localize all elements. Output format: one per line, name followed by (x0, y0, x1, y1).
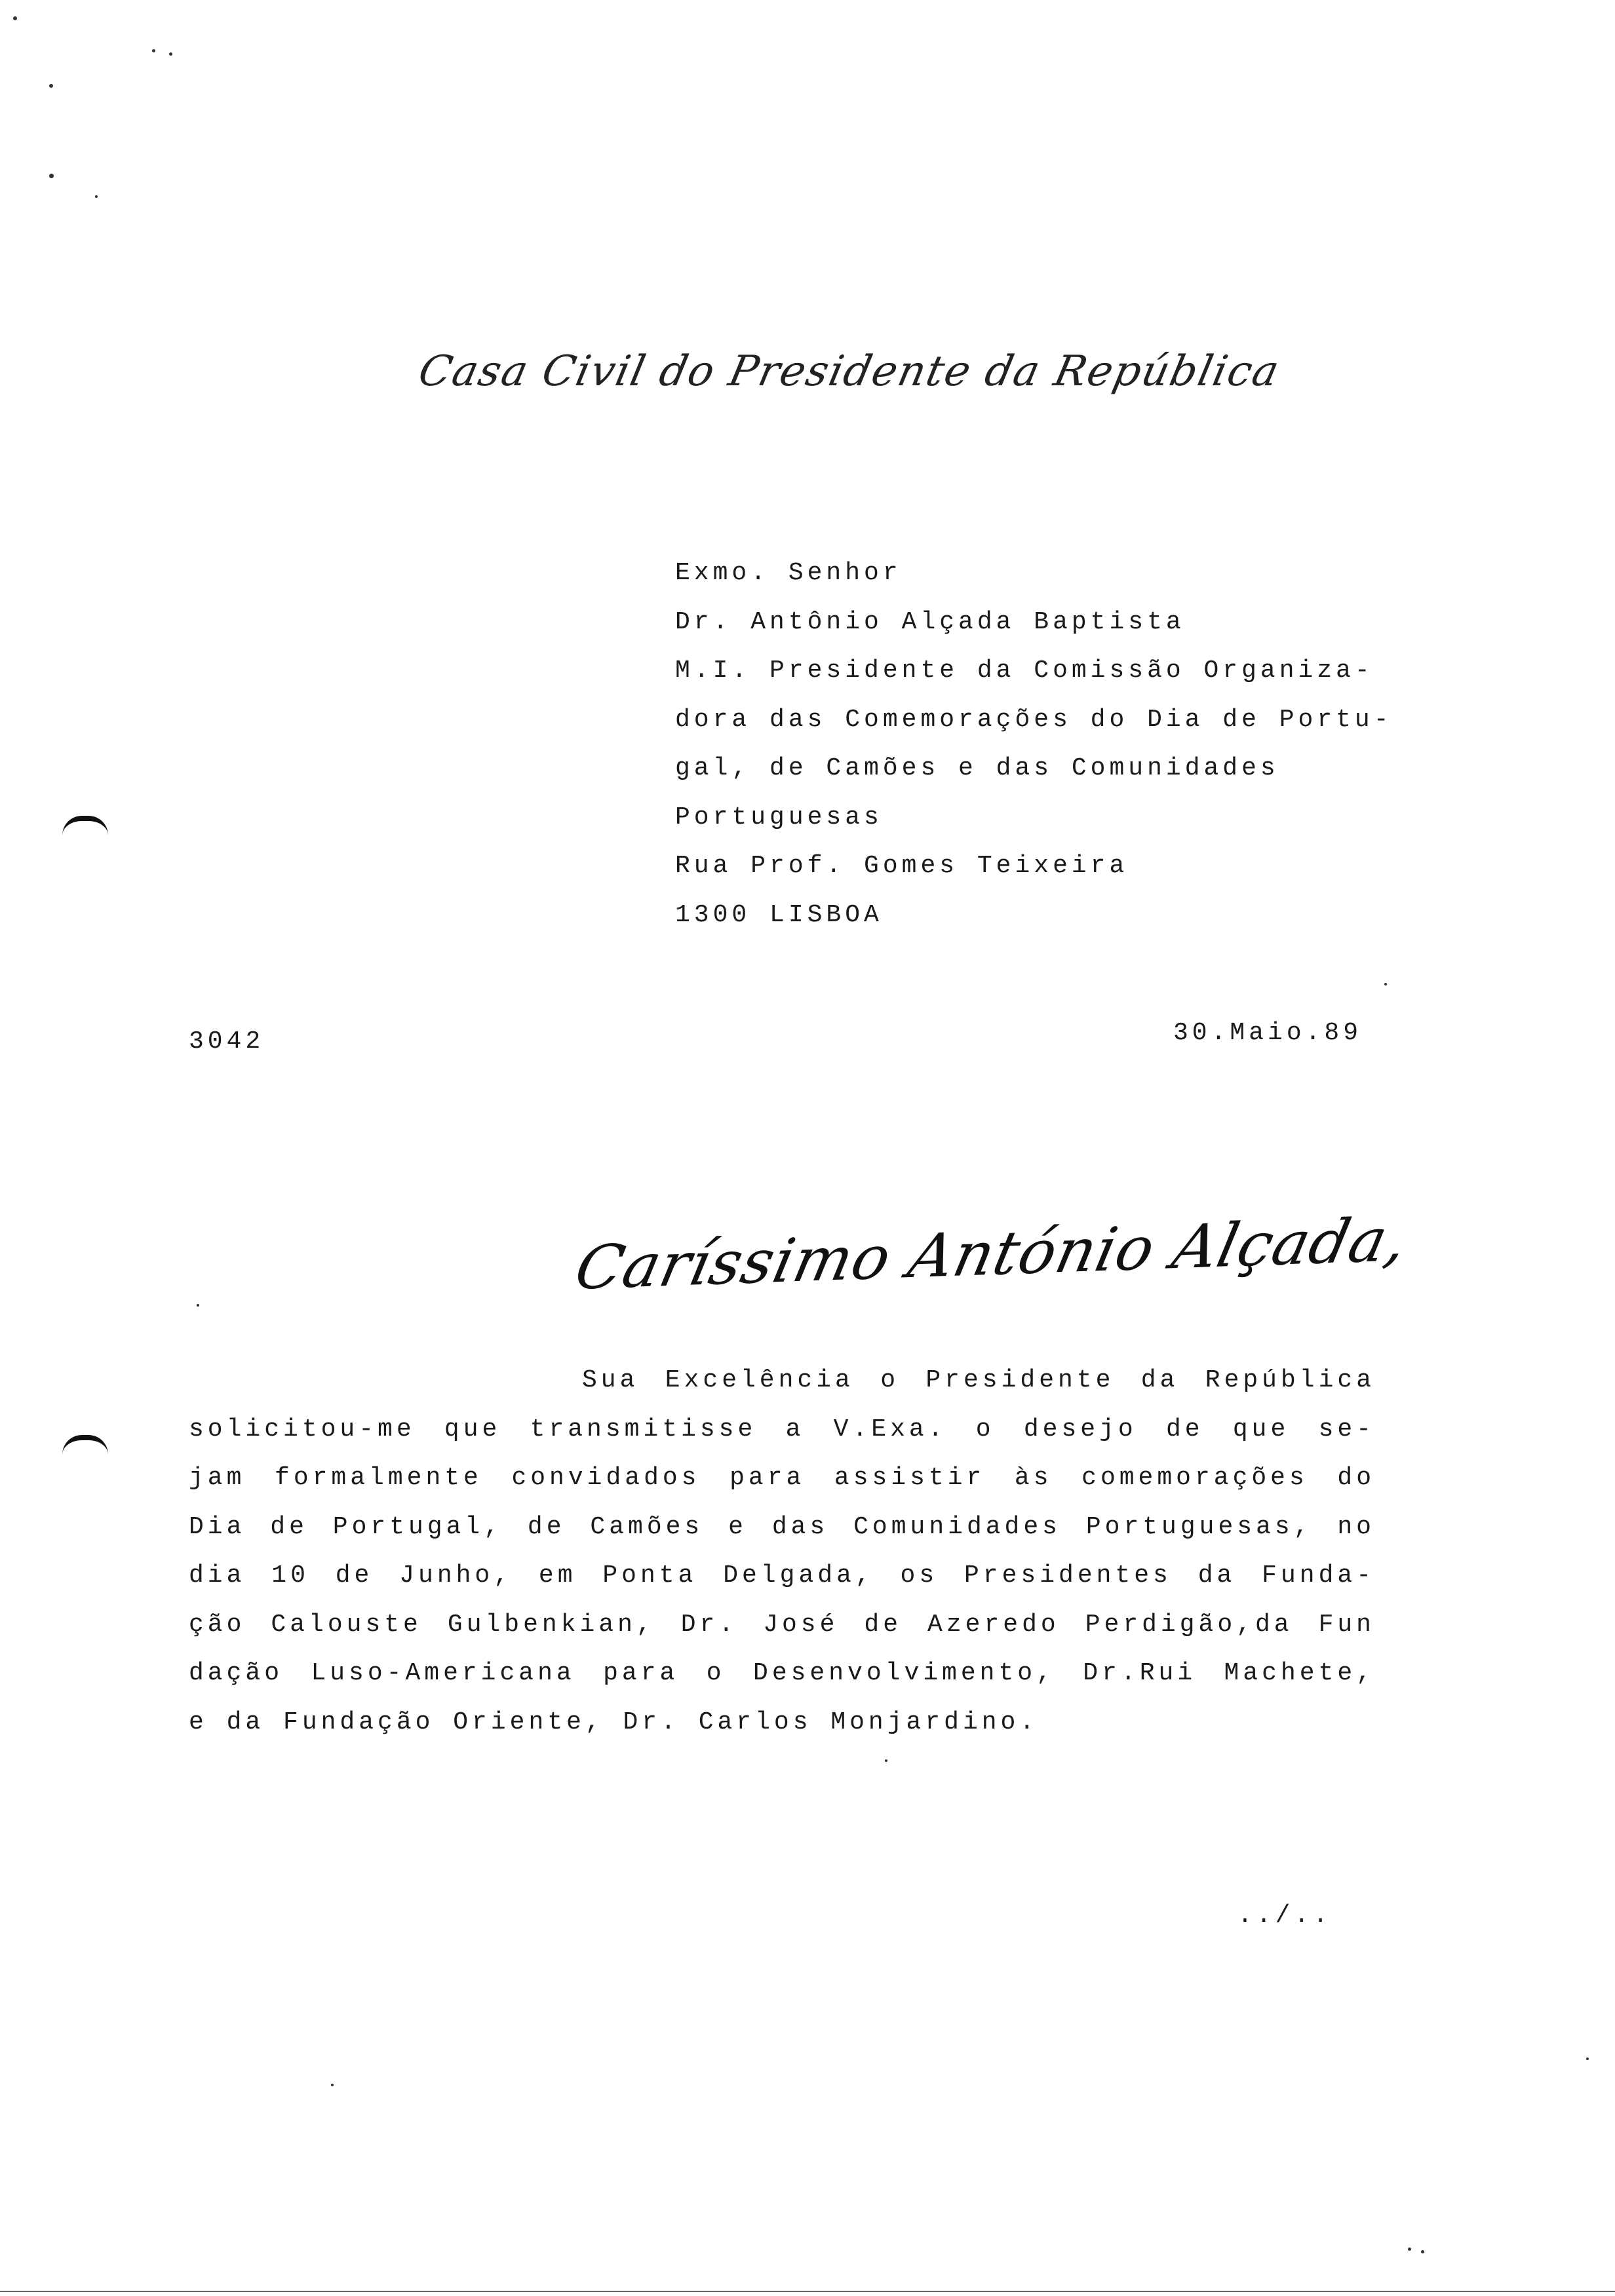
scan-speck (169, 52, 172, 56)
letter-body (189, 1356, 1375, 1747)
scan-speck (197, 1304, 199, 1307)
scan-speck (331, 2084, 334, 2086)
scan-speck (13, 16, 17, 20)
scan-speck (1421, 2250, 1424, 2253)
continuation-mark: ../.. (1237, 1902, 1333, 1930)
address-line: Dr. Antônio Alçada Baptista (675, 607, 1185, 636)
body-line: dação Luso-Americana para o Desenvolvimento, Dr.Rui Machete, (189, 1659, 1375, 1687)
body-line: ção Calouste Gulbenkian, Dr. José de Azeredo Perdigão,da Fun (189, 1610, 1375, 1639)
letter-date: 30.Maio.89 (1173, 1019, 1363, 1047)
punch-hole-mark (62, 816, 108, 835)
reference-number: 3042 (189, 1027, 265, 1056)
address-line: dora das Comemorações do Dia de Portu- (675, 705, 1393, 734)
scan-speck (1586, 2057, 1589, 2060)
body-line: Sua Excelência o Presidente da República (582, 1366, 1375, 1394)
address-line: Exmo. Senhor (675, 559, 902, 587)
scan-speck (49, 174, 54, 178)
scan-speck (152, 49, 155, 52)
scan-speck (95, 195, 98, 198)
body-line: Dia de Portugal, de Camões e das Comunidades Portuguesas, no (189, 1512, 1375, 1541)
scan-speck (885, 1759, 887, 1762)
body-line: solicitou-me que transmitisse a V.Exa. o desejo de que se- (189, 1415, 1375, 1444)
address-line: Rua Prof. Gomes Teixeira (675, 852, 1129, 880)
punch-hole-mark (62, 1435, 108, 1455)
body-line: dia 10 de Junho, em Ponta Delgada, os Presidentes da Funda- (189, 1561, 1375, 1590)
recipient-address (675, 549, 1393, 940)
address-line: M.I. Presidente da Comissão Organiza- (675, 657, 1374, 685)
scan-speck (1408, 2248, 1411, 2251)
scan-speck (49, 84, 53, 88)
address-line: gal, de Camões e das Comunidades (675, 754, 1279, 782)
address-line: Portuguesas (675, 803, 883, 832)
scan-speck (1384, 983, 1387, 985)
letterhead: Casa Civil do Presidente da República (414, 347, 1285, 396)
address-line: 1300 LISBOA (675, 900, 883, 929)
body-line: e da Fundação Oriente, Dr. Carlos Monjardino. (189, 1708, 1039, 1736)
body-line: jam formalmente convidados para assistir às comemorações do (189, 1464, 1375, 1492)
handwritten-salutation: Caríssimo António Alçada, (569, 1204, 1414, 1303)
scan-edge-line (0, 2291, 1615, 2292)
